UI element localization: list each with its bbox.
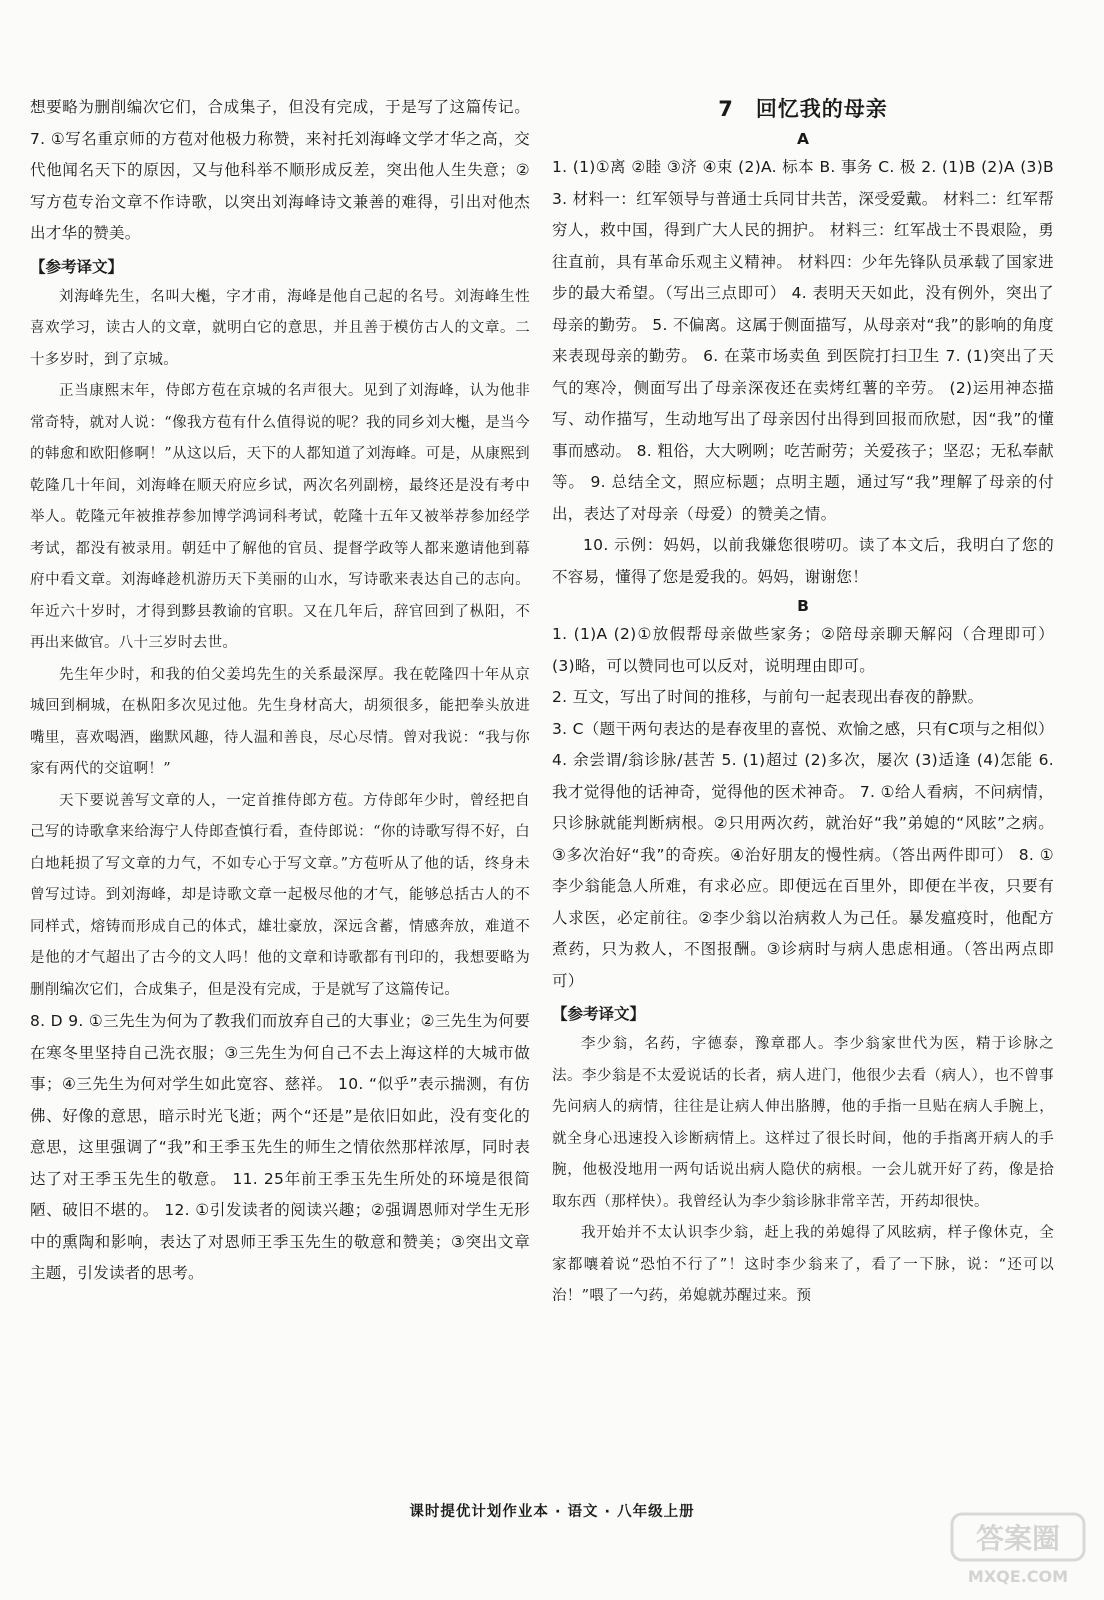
section-a-answer-10: 10. 示例：妈妈，以前我嫌您很唠叨。读了本文后，我明白了您的不容易，懂得了您是爱我的。妈妈，谢谢您！ (552, 536, 1054, 586)
translation-b-paragraph-2: 我开始并不太认识李少翁，赶上我的弟媳得了风眩病，样子像休克，全家都嚷着说“恐怕不行了”！这时李少翁来了，看了一下脉，说：“还可以治！”喂了一勺药，弟媳就苏醒过来。预 (552, 1225, 1054, 1304)
page (30, 92, 1074, 1532)
translation-b-paragraph-1: 李少翁，名药，字德泰，豫章郡人。李少翁家世代为医，精于诊脉之法。李少翁是不太爱说话的长者，病人进门，他很少去看（病人），也不曾事先问病人的病情，往往是让病人伸出胳膊，他的手指一旦贴在病人手腕上，就全身心迅速投入诊断病情上。这样过了很长时间，他的手指离开病人的手腕，他极没地用一两句话说出病人隐伏的病根。一会儿就开好了药，像是拾取东西（那样快）。我曾经认为李少翁诊脉非常辛苦，开药却很快。 (552, 1036, 1054, 1210)
translation-paragraph-1: 刘海峰先生，名叫大櫆，字才甫，海峰是他自己起的名号。刘海峰生性喜欢学习，读古人的文章，就明白它的意思，并且善于模仿古人的文章。二十多岁时，到了京城。 (30, 288, 530, 368)
section-b-heading: B (797, 597, 809, 615)
watermark-text: 答案圈 (975, 1522, 1061, 1555)
translation-paragraph-4: 天下要说善写文章的人，一定首推侍郎方苞。方侍郎年少时，曾经把自己写的诗歌拿来给海宁人侍郎查慎行看，查侍郎说：“你的诗歌写得不好，白白地耗损了写文章的力气，不如专心于写文章。”方苞听从了他的话，终身未曾写过诗。到刘海峰，却是诗歌文章一起极尽他的才气，能够总括古人的不同样式，熔铸而形成自己的体式，雄壮豪放，深远含蓄，情感奔放，难道不是他的才气超出了古今的文人吗！他的文章和诗歌都有刊印的，我想要略为删削编次它们，合成集子，但是没有完成，于是就写了这篇传记。 (30, 792, 530, 998)
chapter-title (552, 92, 1054, 126)
watermark-logo (948, 1510, 1088, 1590)
page-footer: 课时提优计划作业本 · 语文 · 八年级上册 (409, 1504, 695, 1520)
left-column (30, 92, 530, 1290)
answer-paragraph-1: 想要略为删削编次它们，合成集子，但没有完成，于是写了这篇传记。 7. ①写名重京师的方苞对他极力称赞，来衬托刘海峰文学才华之高，交代他闻名天下的原因，又与他科举不顺形成反差，突出他人生失意；②写方苞专治文章不作诗歌，以突出刘海峰诗文兼善的难得，引出对他杰出才华的赞美。 (30, 98, 530, 242)
section-a-answers: 1. (1)①离 ②睦 ③济 ④束 (2)A. 标本 B. 事务 C. 极 2. (1)B (2)A (3)B 3. 材料一：红军领导与普通士兵同甘共苦，深受爱戴。 材料二：红军帮穷人，救中国，得到广大人民的拥护。 材料三：红军战士不畏艰险，勇往直前，具有革命乐观主义精神。 材料四：少年先锋队员承载了国家进步的最大希望。（写出三点即可） 4. 表明天天如此，没有例外，突出了母亲的勤劳。 5. 不偏离。这属于侧面描写，从母亲对“我”的影响的角度来表现母亲的勤劳。 6. 在菜市场卖鱼 到医院打扫卫生 7. (1)突出了天气的寒冷，侧面写出了母亲深夜还在卖烤红薯的辛劳。 (2)运用神态描写、动作描写，生动地写出了母亲因付出得到回报而欣慰，因“我”的懂事而感动。 8. 粗俗，大大咧咧；吃苦耐劳；关爱孩子；坚忍；无私奉献等。 9. 总结全文，照应标题；点明主题，通过写“我”理解了母亲的付出，表达了对母亲（母爱）的赞美之情。 (552, 158, 1054, 523)
section-b-answers: 3. C（题干两句表达的是春夜里的喜悦、欢愉之感，只有C项与之相似） 4. 余尝谓/翁诊脉/甚苦 5. (1)超过 (2)多次，屡次 (3)适逢 (4)怎能 6. 我才觉得他的话神奇，觉得他的医术神奇。 7. ①给人看病，不问病情，只诊脉就能判断病根。②只用两次药，就治好“我”弟媳的“风眩”之病。③多次治好“我”的奇疾。④治好朋友的慢性病。（答出两件即可） 8. ①李少翁能急人所难，有求必应。即便远在百里外，即便在半夜，只要有人求医，必定前往。②李少翁以治病救人为己任。暴发瘟疫时，他配方煮药，只为救人，不图报酬。③诊病时与病人患虑相通。（答出两点即可） (552, 719, 1054, 990)
watermark-url: MXQE.COM (967, 1567, 1069, 1586)
section-b-answer-1: 1. (1)A (2)①放假帮母亲做些家务；②陪母亲聊天解闷（合理即可） (3)略，可以赞同也可以反对，说明理由即可。 (552, 625, 1054, 675)
reference-translation-label: 【参考译文】 (30, 257, 124, 276)
chapter-name: 回忆我的母亲 (755, 97, 888, 121)
section-a-heading: A (797, 130, 809, 148)
section-b-answer-2: 2. 互文，写出了时间的推移，与前句一起表现出春夜的静默。 (552, 688, 984, 706)
translation-paragraph-3: 先生年少时，和我的伯父姜坞先生的关系最深厚。我在乾隆四十年从京城回到桐城，在枞阳多次见过他。先生身材高大，胡须很多，能把拳头放进嘴里，喜欢喝酒，幽默风趣，待人温和善良，尽心尽情。曾对我说：“我与你家有两代的交谊啊！” (30, 666, 530, 777)
reference-translation-label-b: 【参考译文】 (552, 1005, 646, 1023)
translation-paragraph-2: 正当康熙末年，侍郎方苞在京城的名声很大。见到了刘海峰，认为他非常奇特，就对人说：“像我方苞有什么值得说的呢？我的同乡刘大櫆，是当今的韩愈和欧阳修啊！”从这以后，天下的人都知道了刘海峰。可是，从康熙到乾隆几十年间，刘海峰在顺天府应乡试，两次名列副榜，最终还是没有考中举人。乾隆元年被推荐参加博学鸿词科考试，乾隆十五年又被举荐参加经学考试，都没有被录用。朝廷中了解他的官员、提督学政等人都来邀请他到幕府中看文章。刘海峰趁机游历天下美丽的山水，写诗歌来表达自己的志向。年近六十岁时，才得到黟县教谕的官职。又在几年后，辞官回到了枞阳，不再出来做官。八十三岁时去世。 (30, 383, 530, 651)
answer-paragraph-2: 8. D 9. ①三先生为何为了教我们而放弃自己的大事业；②三先生为何要在寒冬里坚持自己洗衣服；③三先生为何自己不去上海这样的大城市做事；④三先生为何对学生如此宽容、慈祥。 10. “似乎”表示揣测，有仿佛、好像的意思，暗示时光飞逝；两个“还是”是依旧如此，没有变化的意思，这里强调了“我”和王季玉先生的师生之情依然那样浓厚，同时表达了对王季玉先生的敬意。 11. 25年前王季玉先生所处的环境是很简陋、破旧不堪的。 12. ①引发读者的阅读兴趣；②强调恩师对学生无形中的熏陶和影响，表达了对恩师王季玉先生的敬意和赞美；③突出文章主题，引发读者的思考。 (30, 1012, 530, 1282)
chapter-number: 7 (718, 97, 734, 121)
right-column (552, 92, 1054, 1313)
